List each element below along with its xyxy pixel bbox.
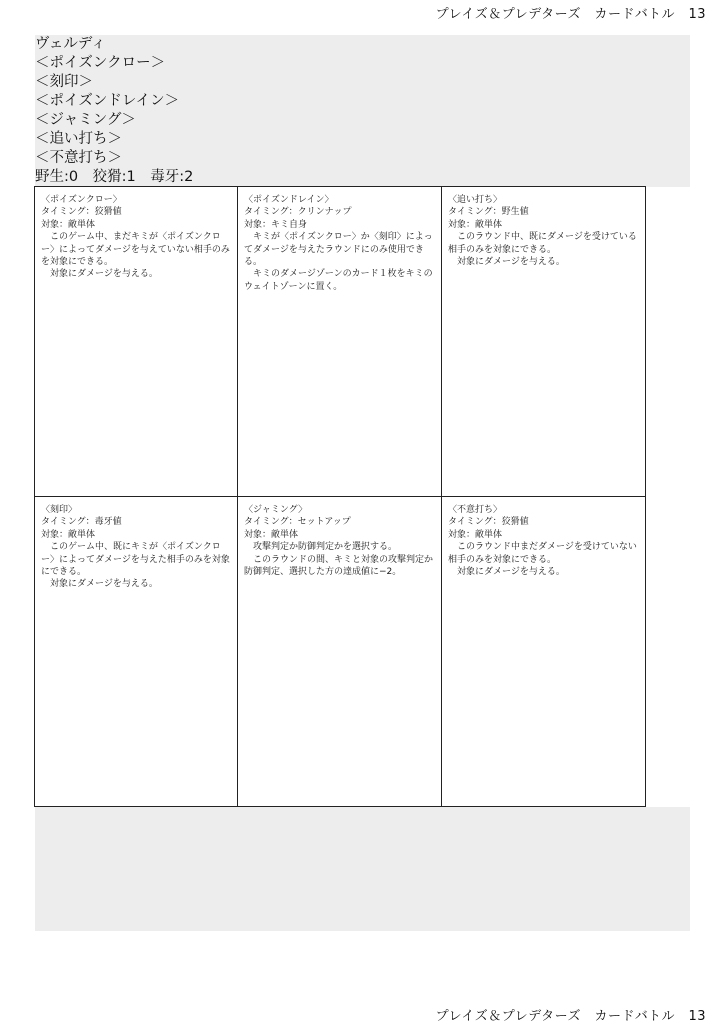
card-poison-drain — [238, 187, 442, 497]
card-timing: タイミング：クリンナップ — [244, 207, 352, 218]
card-title: 〈刻印〉 — [41, 505, 78, 515]
card-text: このゲーム中、既にキミが〈ポイズンクロー〉によってダメージを与えた相手のみを対象にできる。 — [41, 542, 230, 578]
skill-item: ＜追い打ち＞ — [35, 131, 122, 147]
character-stats: 野生:0 狡猾:1 毒牙:2 — [35, 169, 194, 185]
skill-item: ＜ポイズンドレイン＞ — [35, 93, 180, 109]
card-jamming — [238, 497, 442, 806]
card-follow-up-strike — [442, 187, 645, 497]
card-timing: タイミング：毒牙値 — [41, 517, 122, 528]
card-target: 対象：敵単体 — [448, 219, 503, 230]
card-grid — [34, 186, 646, 807]
card-text: 対象にダメージを与える。 — [457, 567, 565, 578]
card-text: このラウンド中まだダメージを受けていない相手のみを対象にできる。 — [448, 542, 637, 565]
skill-item: ＜刻印＞ — [35, 74, 93, 90]
page-footer: プレイズ＆プレデターズ カードバトル 13 — [435, 1009, 706, 1024]
card-target: 対象：敵単体 — [448, 529, 503, 540]
card-title: 〈不意打ち〉 — [448, 505, 503, 515]
card-text: キミが〈ポイズンクロー〉か〈刻印〉によってダメージを与えたラウンドにのみ使用できる。 — [244, 232, 433, 268]
skill-item: ＜ジャミング＞ — [35, 112, 136, 128]
character-name: ヴェルディ — [35, 36, 106, 52]
card-text: このラウンドの間、キミと対象の攻撃判定か防御判定、選択した方の達成値に−2。 — [244, 554, 434, 578]
card-text: このゲーム中、まだキミが〈ポイズンクロー〉によってダメージを与えていない相手のみを対象にできる。 — [41, 232, 230, 268]
card-text: 対象にダメージを与える。 — [50, 269, 158, 280]
card-target: 対象：敵単体 — [41, 529, 96, 540]
card-text: 対象にダメージを与える。 — [50, 579, 158, 590]
card-title: 〈ジャミング〉 — [244, 505, 308, 515]
card-target: 対象：敵単体 — [244, 529, 299, 540]
card-title: 〈ポイズンクロー〉 — [41, 195, 122, 205]
card-text: 攻撃判定か防御判定かを選択する。 — [253, 542, 398, 553]
card-target: 対象：敵単体 — [41, 219, 96, 230]
page-header: プレイズ＆プレデターズ カードバトル 13 — [435, 7, 706, 22]
skill-item: ＜不意打ち＞ — [35, 150, 122, 166]
card-text: このラウンド中、既にダメージを受けている相手のみを対象にできる。 — [448, 232, 637, 255]
character-info — [35, 35, 193, 187]
card-text: キミのダメージゾーンのカード１枚をキミのウェイトゾーンに置く。 — [244, 269, 433, 292]
card-poison-claw — [35, 187, 238, 497]
card-surprise-attack — [442, 497, 645, 806]
bottom-band — [35, 807, 690, 931]
card-timing: タイミング：野生値 — [448, 207, 529, 218]
skill-item: ＜ポイズンクロー＞ — [35, 55, 166, 71]
card-timing: タイミング：狡猾値 — [448, 517, 529, 528]
card-mark — [35, 497, 238, 806]
card-timing: タイミング：セットアップ — [244, 517, 351, 528]
card-title: 〈追い打ち〉 — [448, 195, 503, 205]
card-title: 〈ポイズンドレイン〉 — [244, 195, 334, 205]
card-target: 対象：キミ自身 — [244, 219, 308, 230]
card-text: 対象にダメージを与える。 — [457, 257, 565, 268]
card-timing: タイミング：狡猾値 — [41, 207, 122, 218]
